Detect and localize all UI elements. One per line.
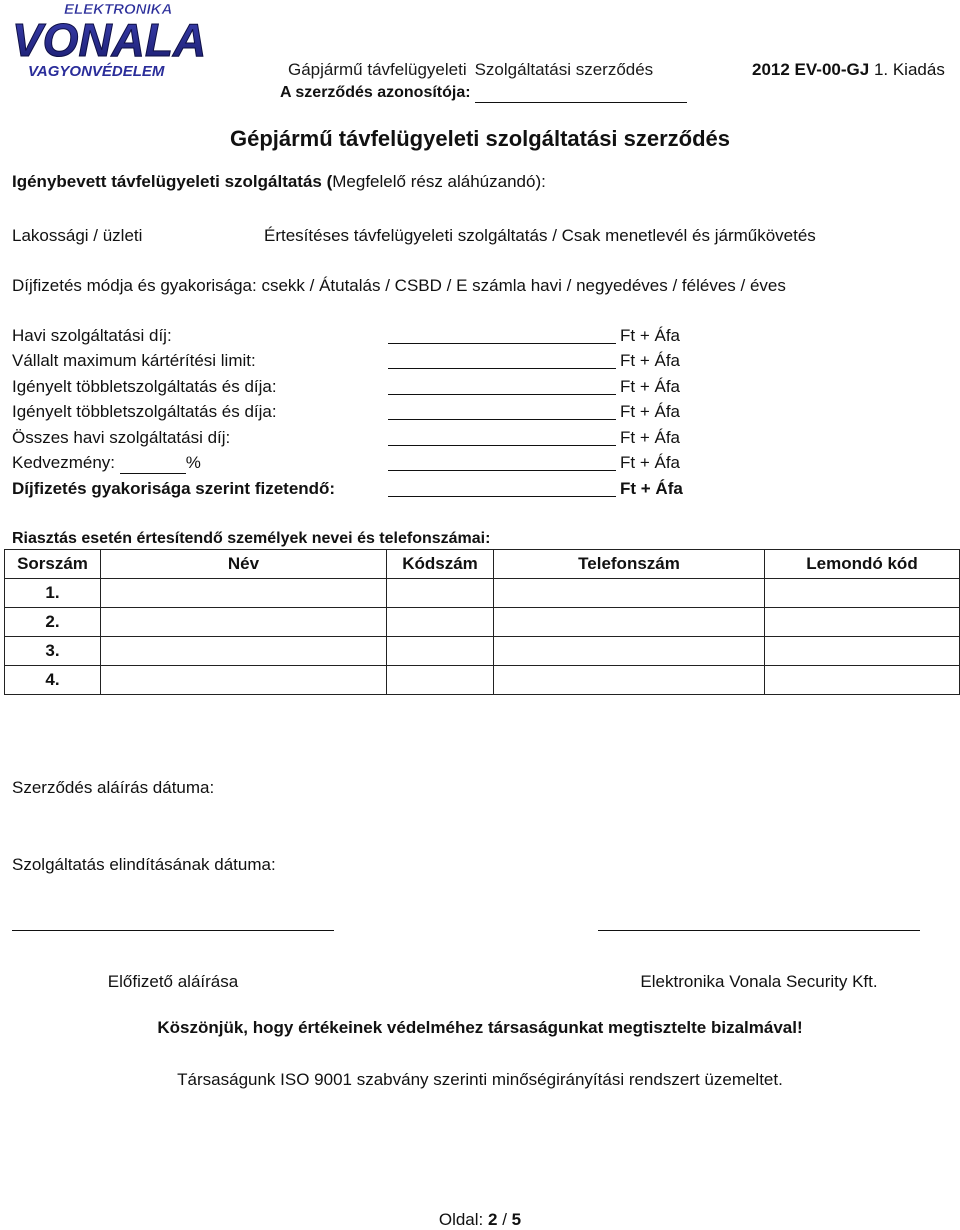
fee-unit: Ft + Áfa [620,453,680,472]
fee-unit: Ft + Áfa [620,428,680,447]
logo-word-vagyonvedelem: VAGYONVÉDELEM [28,63,165,80]
table-row [5,637,960,666]
contract-id-label: A szerződés azonosítója: [280,84,471,101]
row-number: 1. [5,579,101,608]
subscriber-signature-label: Előfizető aláírása [107,972,239,991]
page-title: Gépjármű távfelügyeleti szolgáltatási szerződés [229,126,731,151]
fee-unit: Ft + Áfa [620,479,683,498]
fee-label: Díjfizetés gyakorisága szerint fizetendő: [12,479,336,498]
phone-cell[interactable] [494,637,765,666]
phone-cell[interactable] [494,579,765,608]
fee-unit: Ft + Áfa [620,326,680,345]
discount-label-group [12,453,201,474]
contacts-table [4,549,960,695]
name-cell[interactable] [101,666,387,695]
payment-method: Díjfizetés módja és gyakorisága: csekk / Átutalás / CSBD / E számla [12,276,526,295]
row-number: 3. [5,637,101,666]
code-cell[interactable] [387,608,494,637]
service-start-label: Szolgáltatás elindításának dátuma: [12,855,276,874]
fee-label: Igényelt többletszolgáltatás és díja: [12,377,277,396]
doc-code: 2012 EV-00-GJ [752,60,870,79]
fee-row [12,377,712,402]
column-header: Lemondó kód [765,550,960,579]
table-header-row [5,550,960,579]
fee-row [12,351,712,376]
cancel-code-cell[interactable] [765,608,960,637]
code-cell[interactable] [387,666,494,695]
fee-label: Igényelt többletszolgáltatás és díja: [12,402,277,421]
provider-signature-label: Elektronika Vonala Security Kft. [640,972,878,991]
header-doc-code [752,60,945,80]
fee-label: Kedvezmény: [12,453,115,472]
page-separator: / [502,1210,507,1229]
cancel-code-cell[interactable] [765,666,960,695]
fee-row [12,428,712,453]
row-number: 4. [5,666,101,695]
logo-word-vonala: VONALA [12,14,207,66]
signing-date-label: Szerződés aláírás dátuma: [12,778,215,797]
table-row [5,608,960,637]
fee-row [12,402,712,427]
payment-line [12,276,786,296]
company-logo [8,0,218,82]
fee-amount-field[interactable] [388,419,616,420]
code-cell[interactable] [387,637,494,666]
service-heading [12,172,546,192]
fee-unit: Ft + Áfa [620,402,680,421]
header-doc-type-part2: Szolgáltatási szerződés [474,60,654,79]
contract-id-row [280,84,687,103]
fee-amount-field[interactable] [388,445,616,446]
percent-sign: % [185,453,201,472]
page-label: Oldal: [438,1210,484,1229]
provider-signature-line[interactable] [598,930,920,931]
name-cell[interactable] [101,637,387,666]
fee-label: Összes havi szolgáltatási díj: [12,428,231,447]
contacts-heading: Riasztás esetén értesítendő személyek nevei és telefonszámai: [12,530,491,547]
fee-amount-field[interactable] [388,470,616,471]
cancel-code-cell[interactable] [765,637,960,666]
fee-amount-field[interactable] [388,343,616,344]
table-row [5,579,960,608]
name-cell[interactable] [101,579,387,608]
header-doc-type [288,60,653,80]
fee-amount-field[interactable] [388,496,616,497]
column-header: Név [101,550,387,579]
service-heading-note: Megfelelő rész aláhúzandó): [332,172,546,191]
phone-cell[interactable] [494,666,765,695]
fee-row [12,326,712,351]
customer-type: Lakossági / üzleti [12,226,143,245]
iso-note: Társaságunk ISO 9001 szabvány szerinti minőségirányítási rendszert üzemeltet. [177,1070,783,1089]
contract-id-field[interactable] [475,84,687,103]
fee-unit: Ft + Áfa [620,351,680,370]
edition: 1. Kiadás [873,60,945,79]
row-number: 2. [5,608,101,637]
fee-label: Havi szolgáltatási díj: [12,326,172,345]
thanks-message: Köszönjük, hogy értékeinek védelméhez társaságunkat megtisztelte bizalmával! [157,1018,803,1037]
cancel-code-cell[interactable] [765,579,960,608]
page-total: 5 [511,1210,522,1229]
column-header: Kódszám [387,550,494,579]
logo-word-elektronika: ELEKTRONIKA [64,1,173,18]
fee-label: Vállalt maximum kártérítési limit: [12,351,256,370]
subscriber-signature-line[interactable] [12,930,334,931]
fee-row-total [12,479,712,504]
column-header: Telefonszám [494,550,765,579]
fee-row-discount [12,453,712,478]
page-current: 2 [488,1210,498,1229]
service-type: Értesítéses távfelügyeleti szolgáltatás / Csak menetlevél és járműkövetés [264,226,816,245]
fee-amount-field[interactable] [388,368,616,369]
header-doc-type-part1: Gápjármű távfelügyeleti [288,60,467,79]
table-row [5,666,960,695]
fee-amount-field[interactable] [388,394,616,395]
fee-unit: Ft + Áfa [620,377,680,396]
service-heading-bold: Igénybevett távfelügyeleti szolgáltatás ( [12,172,333,191]
discount-percent-field[interactable] [120,453,186,474]
name-cell[interactable] [101,608,387,637]
phone-cell[interactable] [494,608,765,637]
code-cell[interactable] [387,579,494,608]
page-number [0,1210,960,1230]
column-header: Sorszám [5,550,101,579]
payment-frequency: havi / negyedéves / féléves / éves [530,276,786,295]
